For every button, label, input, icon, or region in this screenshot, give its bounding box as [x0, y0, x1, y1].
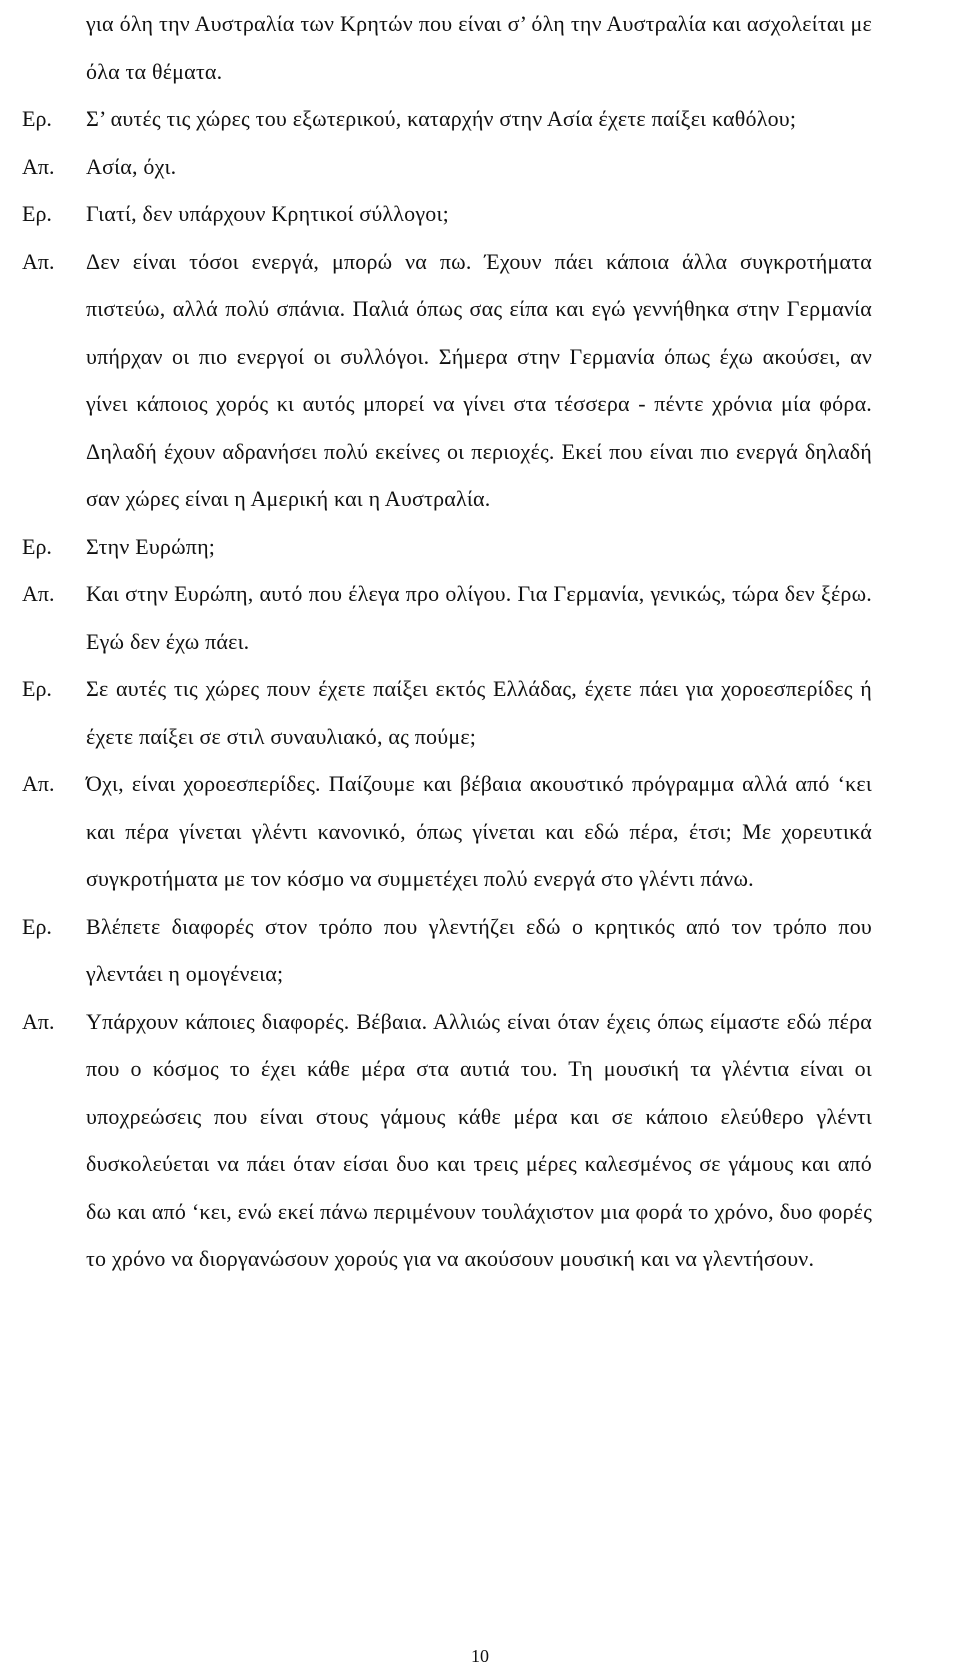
speaker-label: Απ. — [22, 153, 55, 179]
transcript-entry — [0, 903, 960, 998]
entry-text: Σε αυτές τις χώρες πουν έχετε παίξει εκτός Ελλάδας, έχετε πάει για χοροεσπερίδες ή έχετε παίξει σε στιλ συναυλιακό, ας πούμε; — [86, 676, 872, 749]
entry-text: για όλη την Αυστραλία των Κρητών που είναι σ’ όλη την Αυστραλία και ασχολείται με όλα τα θέματα. — [86, 11, 872, 84]
speaker-label: Ερ. — [22, 913, 52, 939]
entry-text: Βλέπετε διαφορές στον τρόπο που γλεντήζει εδώ ο κρητικός από τον τρόπο που γλεντάει η ομογένεια; — [86, 913, 872, 986]
transcript-entry — [0, 0, 960, 95]
transcript-entry — [0, 570, 960, 665]
transcript-entry — [0, 523, 960, 571]
entry-text: Στην Ευρώπη; — [86, 533, 216, 559]
transcript-entry — [0, 143, 960, 191]
entry-text: Ασία, όχι. — [86, 153, 177, 179]
entry-text: Όχι, είναι χοροεσπερίδες. Παίζουμε και βέβαια ακουστικό πρόγραμμα αλλά από ‘κει και πέρα γίνεται γλέντι κανονικό, όπως γίνεται και εδώ πέρα, έτσι; Με χορευτικά συγκροτήματα με τον κόσμο να συμμετέχει πολύ ενεργά στο γλέντι πάνω. — [86, 771, 872, 891]
speaker-label: Ερ. — [22, 106, 52, 131]
speaker-label: Ερ. — [22, 201, 52, 226]
transcript-entry — [0, 665, 960, 760]
entry-text: Γιατί, δεν υπάρχουν Κρητικοί σύλλογοι; — [86, 201, 449, 226]
transcript-entry — [0, 190, 960, 238]
speaker-label: Απ. — [22, 1008, 55, 1034]
transcript-entry — [0, 95, 960, 143]
speaker-label: Απ. — [22, 771, 55, 796]
entry-text: Δεν είναι τόσοι ενεργά, μπορώ να πω. Έχουν πάει κάποια άλλα συγκροτήματα πιστεύω, αλλά πολύ σπάνια. Παλιά όπως σας είπα και εγώ γεννήθηκα στην Γερμανία υπήρχαν οι πιο ενεργοί οι συλλόγοι. Σήμερα στην Γερμανία όπως έχω ακούσει, αν γίνει κάποιος χορός κι αυτός μπορεί να γίνει στα τέσσερα - πέντε χρόνια μία φόρα. Δηλαδή έχουν αδρανήσει πολύ εκείνες οι περιοχές. Εκεί που είναι πιο ενεργά δηλαδή σαν χώρες είναι η Αμερική και η Αυστραλία. — [86, 248, 872, 511]
speaker-label: Απ. — [22, 581, 55, 606]
entry-text: Και στην Ευρώπη, αυτό που έλεγα προ ολίγου. Για Γερμανία, γενικώς, τώρα δεν ξέρω. Εγώ δεν έχω πάει. — [86, 581, 872, 654]
entry-text: Υπάρχουν κάποιες διαφορές. Βέβαια. Αλλιώς είναι όταν έχεις όπως είμαστε εδώ πέρα που ο κόσμος το έχει κάθε μέρα στα αυτιά του. Τη μουσική τα γλέντια είναι οι υποχρεώσεις που είναι στους γάμους κάθε μέρα και σε κάποιο ελεύθερο γλέντι δυσκολεύεται να πάει όταν είσαι δυο και τρεις μέρες καλεσμένος σε γάμους και από δω και από ‘κει, ενώ εκεί πάνω περιμένουν τουλάχιστον μια φορά το χρόνο, δυο φορές το χρόνο να διοργανώσουν χορούς για να ακούσουν μουσική και να γλεντήσουν. — [86, 1008, 872, 1271]
speaker-label: Ερ. — [22, 676, 52, 701]
transcript-entry — [0, 238, 960, 523]
page-number: 10 — [471, 1646, 489, 1666]
transcript-entry — [0, 998, 960, 1283]
entry-text: Σ’ αυτές τις χώρες του εξωτερικού, καταρχήν στην Ασία έχετε παίξει καθόλου; — [86, 106, 797, 131]
speaker-label: Ερ. — [22, 533, 52, 559]
speaker-label — [0, 0, 86, 95]
speaker-label: Απ. — [22, 248, 55, 274]
transcript-entry — [0, 760, 960, 903]
